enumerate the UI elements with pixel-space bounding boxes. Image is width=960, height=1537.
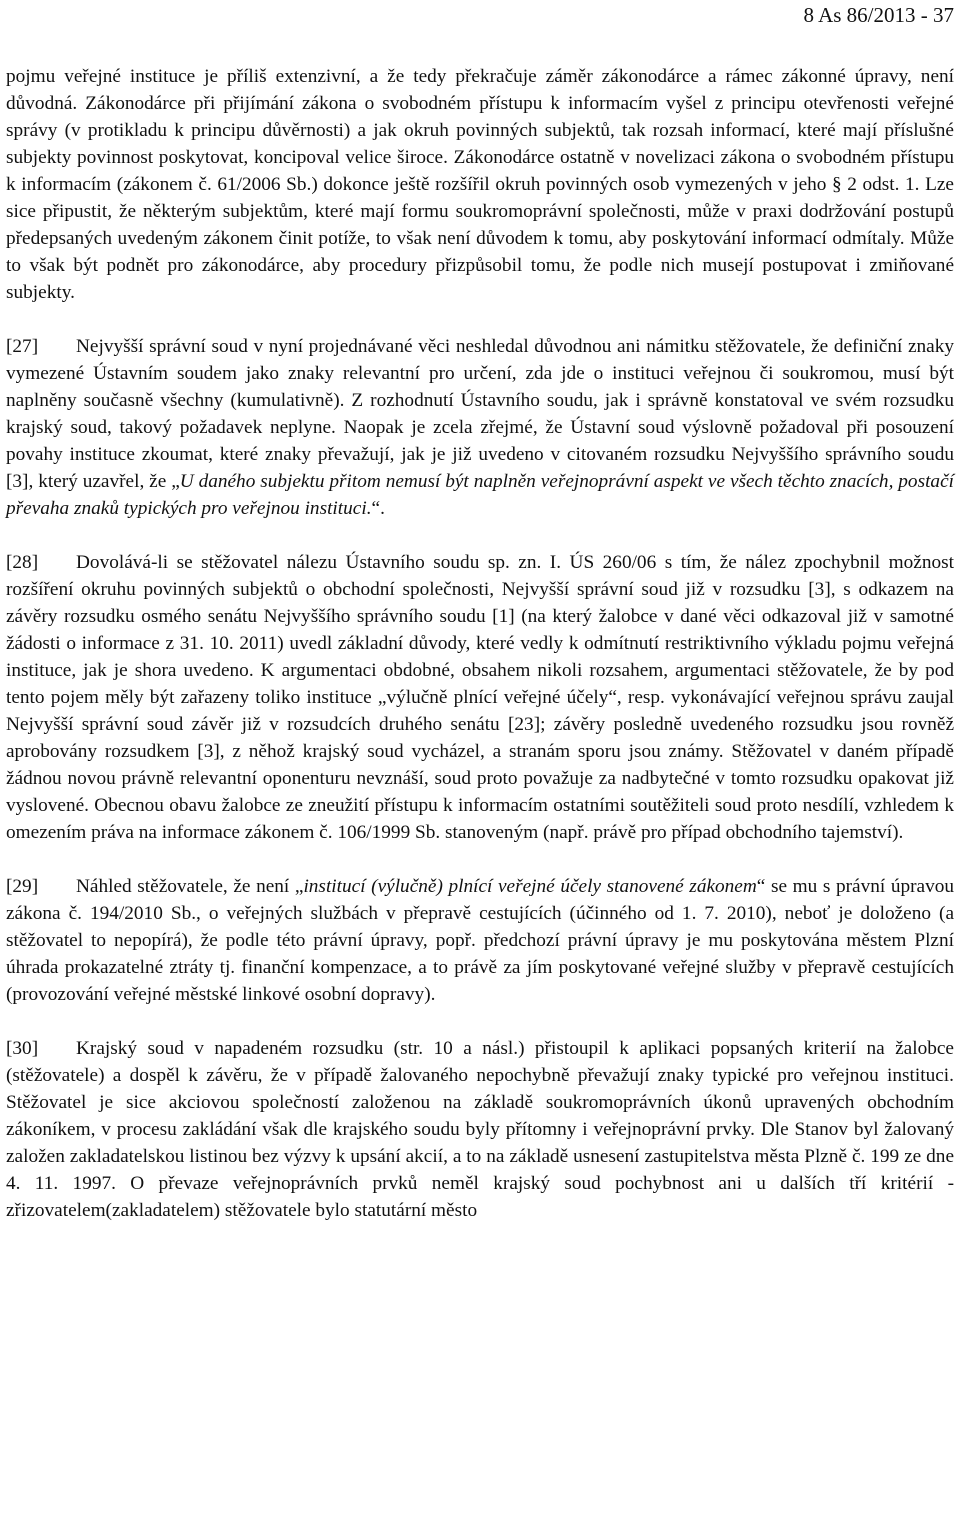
document-body xyxy=(6,63,954,1224)
paragraph-number: [30] xyxy=(6,1038,39,1059)
paragraph-tail: “ se mu s právní úpravou zákona č. 194/2010 Sb., o veřejných službách v přepravě cestujících (účinného od 1. 7. 2010), neboť je doloženo (a stěžovatel to nepopírá), že podle této právní úpravy, popř. předchozí právní úpravy je mu poskytována městem Plzní úhrada prokazatelné ztráty tj. finanční kompenzace, a to právě za jím poskytované veřejné služby v přepravě cestujících (provozování veřejné městské linkové osobní dopravy). xyxy=(6,876,955,1005)
paragraph-text: Dovolává-li se stěžovatel nálezu Ústavního soudu sp. zn. I. ÚS 260/06 s tím, že nález zpochybnil možnost rozšíření okruhu povinných subjektů o obchodní společnosti, Nejvyšší správní soud již v rozsudku [3], s odkazem na závěry rozsudku osmého senátu Nejvyššího správního soudu [1] (na který žalobce v dané věci odkazoval již v samotné žádosti o informace z 31. 10. 2011) uvedl základní důvody, které vedly k odmítnutí restriktivního výkladu pojmu veřejná instituce, jak je shora uvedeno. K argumentaci obdobné, obsahem nikoli rozsahem, argumentaci stěžovatele, že by pod tento pojem měly být zařazeny toliko instituce „výlučně plnící veřejné účely“, resp. vykonávající veřejnou správu zaujal Nejvyšší správní soud závěr již v rozsudcích druhého senátu [23]; závěry posledně uvedeného rozsudku jsou rovněž aprobovány rozsudkem [3], z něhož krajský soud vycházel, a stranám sporu jsou známy. Stěžovatel v daném případě žádnou novou právně relevantní oponenturu nevznáší, soud proto považuje za nadbytečné v tomto rozsudku opakovat již vyslovené. Obecnou obavu žalobce ze zneužití přístupu k informacím ostatními soutěžiteli soud proto nesdílí, vzhledem k omezením práva na informace zákonem č. 106/1999 Sb. stanoveným (např. právě pro případ obchodního tajemství). xyxy=(6,552,954,843)
paragraph-number: [29] xyxy=(6,876,39,897)
paragraph-30 xyxy=(6,1035,954,1224)
quoted-text: U daného subjektu přitom nemusí být naplněn veřejnoprávní aspekt ve všech těchto znacích, postačí převaha znaků typických pro veřejnou instituci. xyxy=(6,471,954,519)
paragraph-text: Nejvyšší správní soud v nyní projednávané věci neshledal důvodnou ani námitku stěžovatele, že definiční znaky vymezené Ústavním soudem jako znaky relevantní pro určení, zda jde o instituci veřejnou či soukromou, musí být naplněny současně všechny (kumulativně). Z rozhodnutí Ústavního soudu, jak i správně konstatoval ve svém rozsudku krajský soud, takový požadavek neplyne. Naopak je zcela zřejmé, že Ústavní soud výslovně požadoval při posouzení povahy instituce zkoumat, které znaky převažují, jak je již uvedeno v citovaném rozsudku Nejvyššího správního soudu [3], který uzavřel, že „ xyxy=(6,336,954,492)
page-reference: 8 As 86/2013 - 37 xyxy=(803,3,954,27)
paragraph-number: [28] xyxy=(6,552,39,573)
paragraph-text: Krajský soud v napadeném rozsudku (str. 10 a násl.) přistoupil k aplikaci popsaných kriterií na žalobce (stěžovatele) a dospěl k závěru, že v případě žalovaného nepochybně převažují znaky typické pro veřejnou instituci. Stěžovatel je sice akciovou společností založenou na základě soukromoprávních úkonů upravených obchodním zákoníkem, v procesu zakládání však dle krajského soudu byly přítomny i veřejnoprávní prvky. Dle Stanov byl žalovaný založen zakladatelskou listinou bez výzvy k upsání akcií, a to na základě usnesení zastupitelstva města Plzně č. 199 ze dne 4. 11. 1997. O převaze veřejnoprávních prvků neměl krajský soud pochybnost ani u dalších tří kritérií - zřizovatelem(zakladatelem) stěžovatele bylo statutární město xyxy=(6,1038,954,1221)
paragraph-number: [27] xyxy=(6,336,39,357)
paragraph-28 xyxy=(6,549,954,846)
paragraph-text: pojmu veřejné instituce je příliš extenzivní, a že tedy překračuje záměr zákonodárce a rámec zákonné úpravy, není důvodná. Zákonodárce při přijímání zákona o svobodném přístupu k informacím vyšel z principu otevřenosti veřejné správy (v protikladu k principu důvěrnosti) a jak okruh povinných subjektů, tak rozsah informací, které mají příslušné subjekty povinnost poskytovat, koncipoval velice široce. Zákonodárce ostatně v novelizaci zákona o svobodném přístupu k informacím (zákonem č. 61/2006 Sb.) dokonce ještě rozšířil okruh povinných osob vymezených v jeho § 2 odst. 1. Lze sice připustit, že některým subjektům, které mají formu soukromoprávní společnosti, může v praxi dodržování postupů předepsaných uvedeným zákonem činit potíže, to však není důvodem k tomu, aby poskytování informací odmítaly. Může to však být podnět pro zákonodárce, aby procedury přizpůsobil tomu, že podle nich musejí postupovat i zmiňované subjekty. xyxy=(6,66,954,303)
paragraph-tail: “. xyxy=(371,498,385,519)
paragraph-29 xyxy=(6,873,954,1008)
paragraph-text: Náhled stěžovatele, že není „ xyxy=(76,876,304,897)
quoted-text: institucí (výlučně) plnící veřejné účely stanovené zákonem xyxy=(303,876,757,897)
paragraph-27 xyxy=(6,333,954,522)
paragraph xyxy=(6,63,954,306)
